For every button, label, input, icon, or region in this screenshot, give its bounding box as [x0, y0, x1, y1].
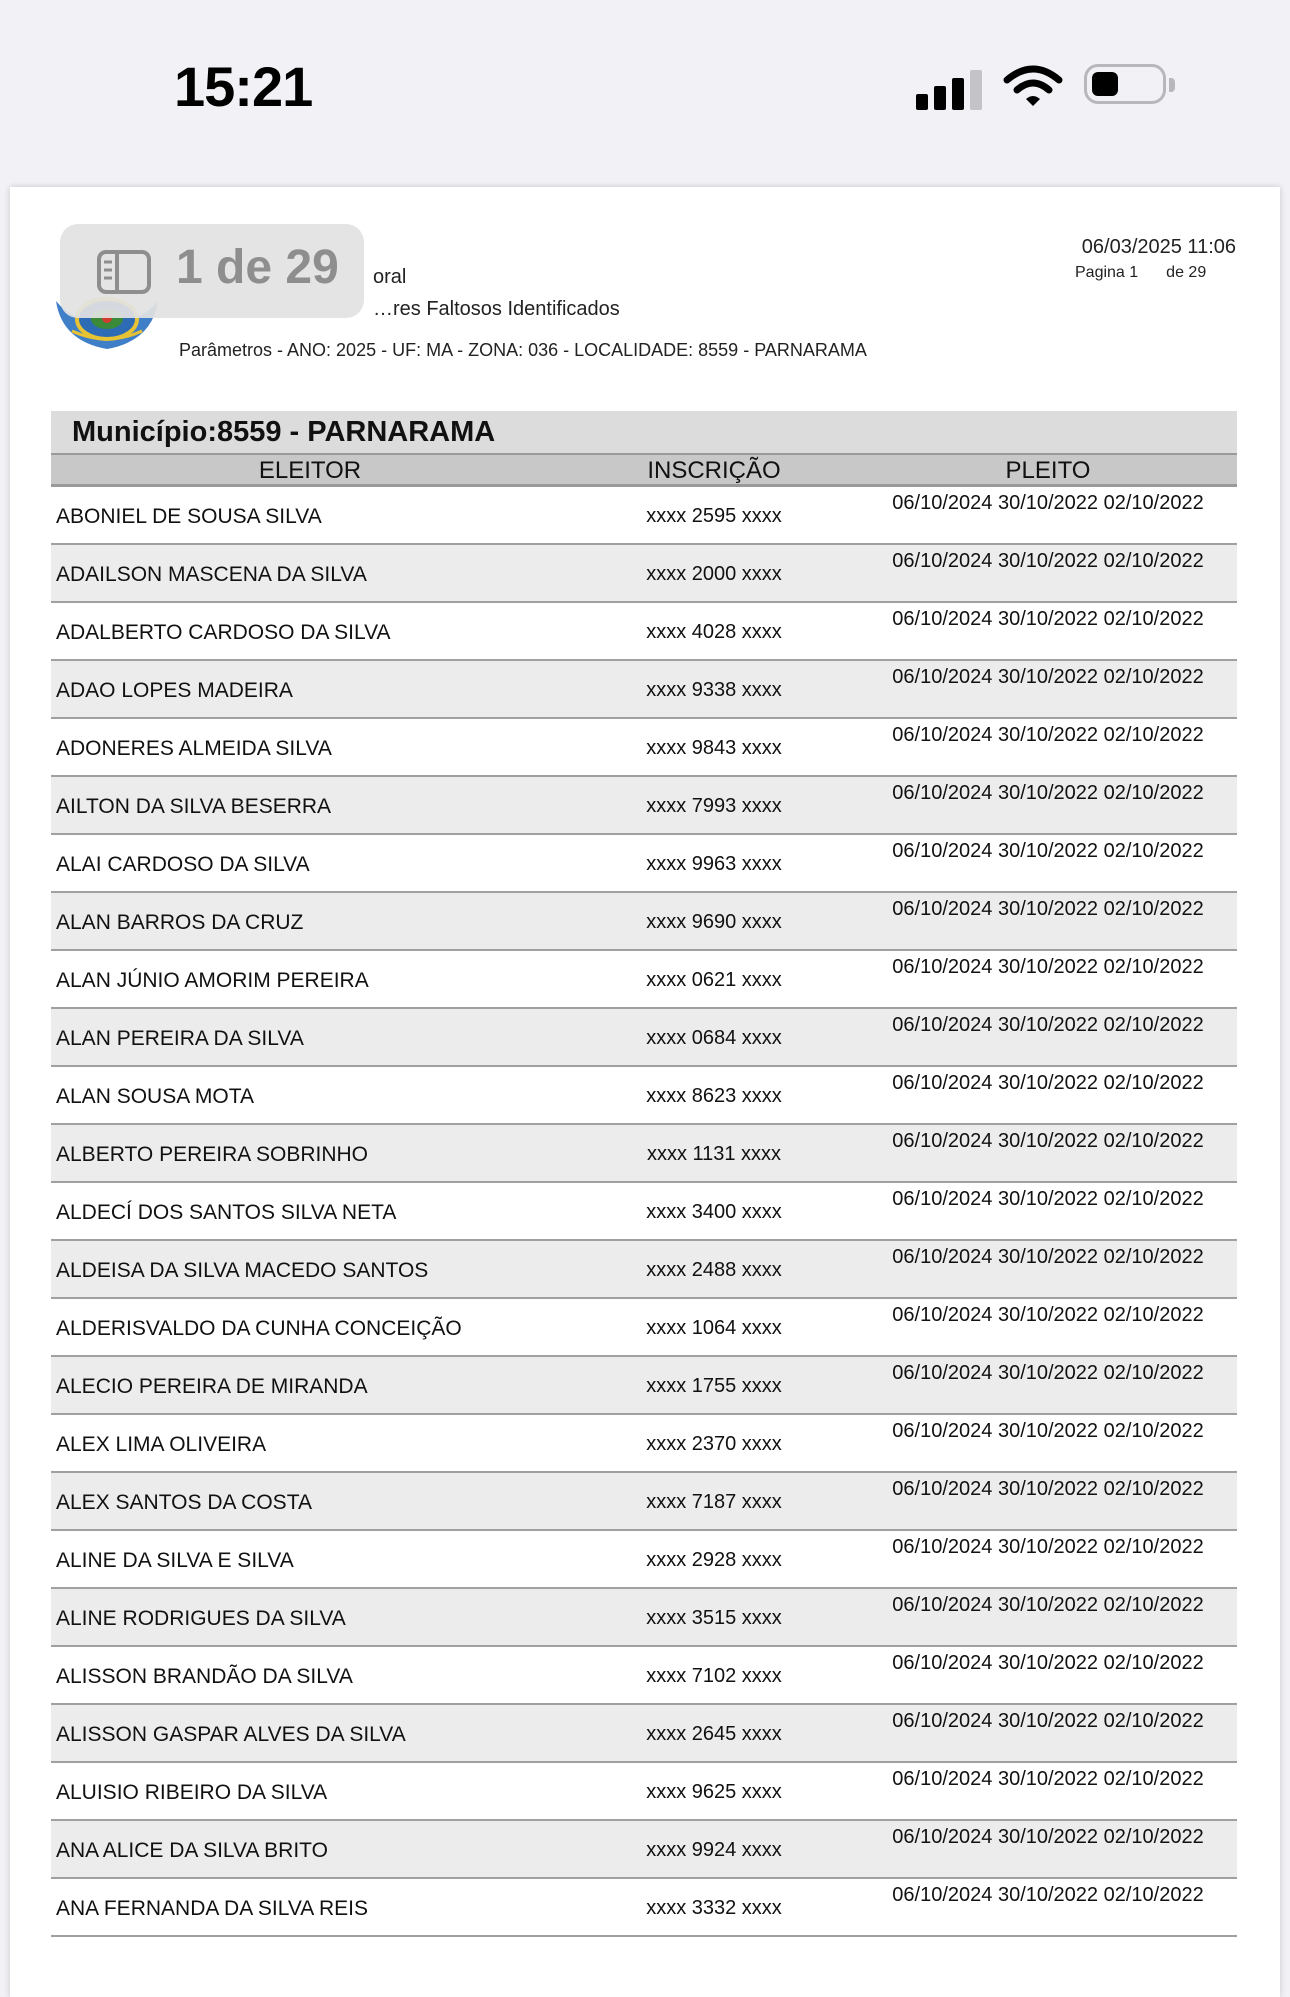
table-row	[51, 487, 1237, 545]
voter-name: ALISSON GASPAR ALVES DA SILVA	[56, 1723, 406, 1746]
voter-inscricao: xxxx 0621 xxxx	[646, 969, 782, 991]
table-row	[51, 1763, 1237, 1821]
sidebar-icon	[97, 250, 151, 294]
voter-inscricao: xxxx 3332 xxxx	[646, 1897, 782, 1919]
voter-pleito: 06/10/2024 30/10/2022 02/10/2022	[892, 1768, 1204, 1790]
table-row	[51, 1531, 1237, 1589]
voter-inscricao: xxxx 7993 xxxx	[646, 795, 782, 817]
voter-name: ALEX LIMA OLIVEIRA	[56, 1433, 267, 1456]
voter-name: ALUISIO RIBEIRO DA SILVA	[56, 1781, 328, 1804]
voter-pleito: 06/10/2024 30/10/2022 02/10/2022	[892, 1826, 1204, 1848]
voter-pleito: 06/10/2024 30/10/2022 02/10/2022	[892, 608, 1204, 630]
voter-pleito: 06/10/2024 30/10/2022 02/10/2022	[892, 1188, 1204, 1210]
voter-pleito: 06/10/2024 30/10/2022 02/10/2022	[892, 956, 1204, 978]
voter-inscricao: xxxx 9963 xxxx	[646, 853, 782, 875]
wifi-icon	[1003, 64, 1063, 108]
voter-pleito: 06/10/2024 30/10/2022 02/10/2022	[892, 1304, 1204, 1326]
voter-inscricao: xxxx 9924 xxxx	[646, 1839, 782, 1861]
voter-name: ALINE DA SILVA E SILVA	[56, 1549, 294, 1572]
voter-name: ANA FERNANDA DA SILVA REIS	[56, 1897, 368, 1920]
voter-inscricao: xxxx 2645 xxxx	[646, 1723, 782, 1745]
voter-pleito: 06/10/2024 30/10/2022 02/10/2022	[892, 1246, 1204, 1268]
voter-pleito: 06/10/2024 30/10/2022 02/10/2022	[892, 1884, 1204, 1906]
voter-inscricao: xxxx 2595 xxxx	[646, 505, 782, 527]
voter-name: ALECIO PEREIRA DE MIRANDA	[56, 1375, 368, 1398]
table-row	[51, 1473, 1237, 1531]
table-row	[51, 1357, 1237, 1415]
report-page-number	[1075, 264, 1206, 282]
voter-inscricao: xxxx 0684 xxxx	[646, 1027, 782, 1049]
page-indicator-label: 1 de 29	[176, 241, 339, 294]
report-parameters: Parâmetros - ANO: 2025 - UF: MA - ZONA: 036 - LOCALIDADE: 8559 - PARNARAMA	[179, 340, 867, 360]
table-row	[51, 1125, 1237, 1183]
table-row	[51, 1183, 1237, 1241]
voter-inscricao: xxxx 7187 xxxx	[646, 1491, 782, 1513]
table-row	[51, 1879, 1237, 1937]
table-row	[51, 603, 1237, 661]
table-row	[51, 1589, 1237, 1647]
voter-name: ALEX SANTOS DA COSTA	[56, 1491, 312, 1514]
voter-pleito: 06/10/2024 30/10/2022 02/10/2022	[892, 724, 1204, 746]
table-header	[51, 453, 1237, 487]
voter-inscricao: xxxx 2000 xxxx	[646, 563, 782, 585]
voter-inscricao: xxxx 1755 xxxx	[646, 1375, 782, 1397]
voter-name: ANA ALICE DA SILVA BRITO	[56, 1839, 328, 1862]
voter-name: ADALBERTO CARDOSO DA SILVA	[56, 621, 391, 644]
voter-pleito: 06/10/2024 30/10/2022 02/10/2022	[892, 1072, 1204, 1094]
voter-pleito: 06/10/2024 30/10/2022 02/10/2022	[892, 840, 1204, 862]
voter-inscricao: xxxx 2488 xxxx	[646, 1259, 782, 1281]
voter-name: ABONIEL DE SOUSA SILVA	[56, 505, 322, 528]
pdf-page[interactable]	[10, 187, 1280, 1997]
status-bar	[0, 0, 1290, 180]
voter-pleito: 06/10/2024 30/10/2022 02/10/2022	[892, 1594, 1204, 1616]
voter-name: ALAN SOUSA MOTA	[56, 1085, 254, 1108]
voter-inscricao: xxxx 1064 xxxx	[646, 1317, 782, 1339]
table-row	[51, 1241, 1237, 1299]
voter-inscricao: xxxx 9690 xxxx	[646, 911, 782, 933]
table-row	[51, 777, 1237, 835]
voter-pleito: 06/10/2024 30/10/2022 02/10/2022	[892, 1130, 1204, 1152]
voter-table-body	[51, 487, 1237, 1937]
voter-inscricao: xxxx 8623 xxxx	[646, 1085, 782, 1107]
voter-pleito: 06/10/2024 30/10/2022 02/10/2022	[892, 1710, 1204, 1732]
voter-name: ADAILSON MASCENA DA SILVA	[56, 563, 367, 586]
voter-inscricao: xxxx 3400 xxxx	[646, 1201, 782, 1223]
voter-name: ALAN BARROS DA CRUZ	[56, 911, 304, 934]
voter-pleito: 06/10/2024 30/10/2022 02/10/2022	[892, 782, 1204, 804]
table-row	[51, 951, 1237, 1009]
battery-icon	[1084, 64, 1176, 108]
voter-name: ALINE RODRIGUES DA SILVA	[56, 1607, 346, 1630]
table-row	[51, 1299, 1237, 1357]
voter-name: ALISSON BRANDÃO DA SILVA	[56, 1665, 353, 1688]
voter-name: AILTON DA SILVA BESERRA	[56, 795, 332, 818]
page-label: Pagina 1	[1075, 264, 1139, 281]
table-row	[51, 1821, 1237, 1879]
voter-name: ALAN PEREIRA DA SILVA	[56, 1027, 304, 1050]
voter-pleito: 06/10/2024 30/10/2022 02/10/2022	[892, 1014, 1204, 1036]
voter-pleito: 06/10/2024 30/10/2022 02/10/2022	[892, 1536, 1204, 1558]
voter-inscricao: xxxx 4028 xxxx	[646, 621, 782, 643]
table-row	[51, 661, 1237, 719]
voter-name: ADAO LOPES MADEIRA	[56, 679, 293, 702]
voter-inscricao: xxxx 9625 xxxx	[646, 1781, 782, 1803]
voter-pleito: 06/10/2024 30/10/2022 02/10/2022	[892, 898, 1204, 920]
page-indicator[interactable]	[60, 224, 364, 318]
table-row	[51, 545, 1237, 603]
table-row	[51, 893, 1237, 951]
table-row	[51, 719, 1237, 777]
municipio-header	[51, 411, 1237, 453]
voter-inscricao: xxxx 9843 xxxx	[646, 737, 782, 759]
voter-name: ADONERES ALMEIDA SILVA	[56, 737, 332, 760]
voter-pleito: 06/10/2024 30/10/2022 02/10/2022	[892, 550, 1204, 572]
table-row	[51, 1647, 1237, 1705]
voter-name: ALAI CARDOSO DA SILVA	[56, 853, 310, 876]
column-header-inscricao: INSCRIÇÃO	[647, 457, 781, 484]
voter-inscricao: xxxx 2370 xxxx	[646, 1433, 782, 1455]
report-subtitle: …res Faltosos Identificados	[373, 298, 620, 320]
voter-pleito: 06/10/2024 30/10/2022 02/10/2022	[892, 492, 1204, 514]
report-title: oral	[373, 266, 407, 288]
voter-inscricao: xxxx 3515 xxxx	[646, 1607, 782, 1629]
page-total: de 29	[1166, 264, 1207, 281]
voter-inscricao: xxxx 2928 xxxx	[646, 1549, 782, 1571]
table-row	[51, 835, 1237, 893]
voter-pleito: 06/10/2024 30/10/2022 02/10/2022	[892, 666, 1204, 688]
table-row	[51, 1415, 1237, 1473]
voter-pleito: 06/10/2024 30/10/2022 02/10/2022	[892, 1362, 1204, 1384]
column-header-pleito: PLEITO	[1005, 457, 1091, 484]
voter-inscricao: xxxx 1131 xxxx	[646, 1143, 782, 1165]
voter-inscricao: xxxx 7102 xxxx	[646, 1665, 782, 1687]
table-row	[51, 1067, 1237, 1125]
table-row	[51, 1009, 1237, 1067]
voter-pleito: 06/10/2024 30/10/2022 02/10/2022	[892, 1652, 1204, 1674]
voter-name: ALAN JÚNIO AMORIM PEREIRA	[56, 969, 369, 992]
voter-name: ALDERISVALDO DA CUNHA CONCEIÇÃO	[56, 1317, 462, 1340]
voter-inscricao: xxxx 9338 xxxx	[646, 679, 782, 701]
voter-pleito: 06/10/2024 30/10/2022 02/10/2022	[892, 1420, 1204, 1442]
column-header-eleitor: ELEITOR	[258, 457, 362, 484]
status-time: 15:21	[174, 55, 313, 118]
voter-name: ALDEISA DA SILVA MACEDO SANTOS	[56, 1259, 429, 1282]
voter-pleito: 06/10/2024 30/10/2022 02/10/2022	[892, 1478, 1204, 1500]
voter-name: ALBERTO PEREIRA SOBRINHO	[56, 1143, 368, 1166]
report-datetime: 06/03/2025 11:06	[1081, 236, 1236, 258]
municipio-title: Município:8559 - PARNARAMA	[72, 416, 496, 448]
table-row	[51, 1705, 1237, 1763]
voter-name: ALDECÍ DOS SANTOS SILVA NETA	[56, 1201, 397, 1224]
cellular-signal-icon	[916, 66, 982, 110]
